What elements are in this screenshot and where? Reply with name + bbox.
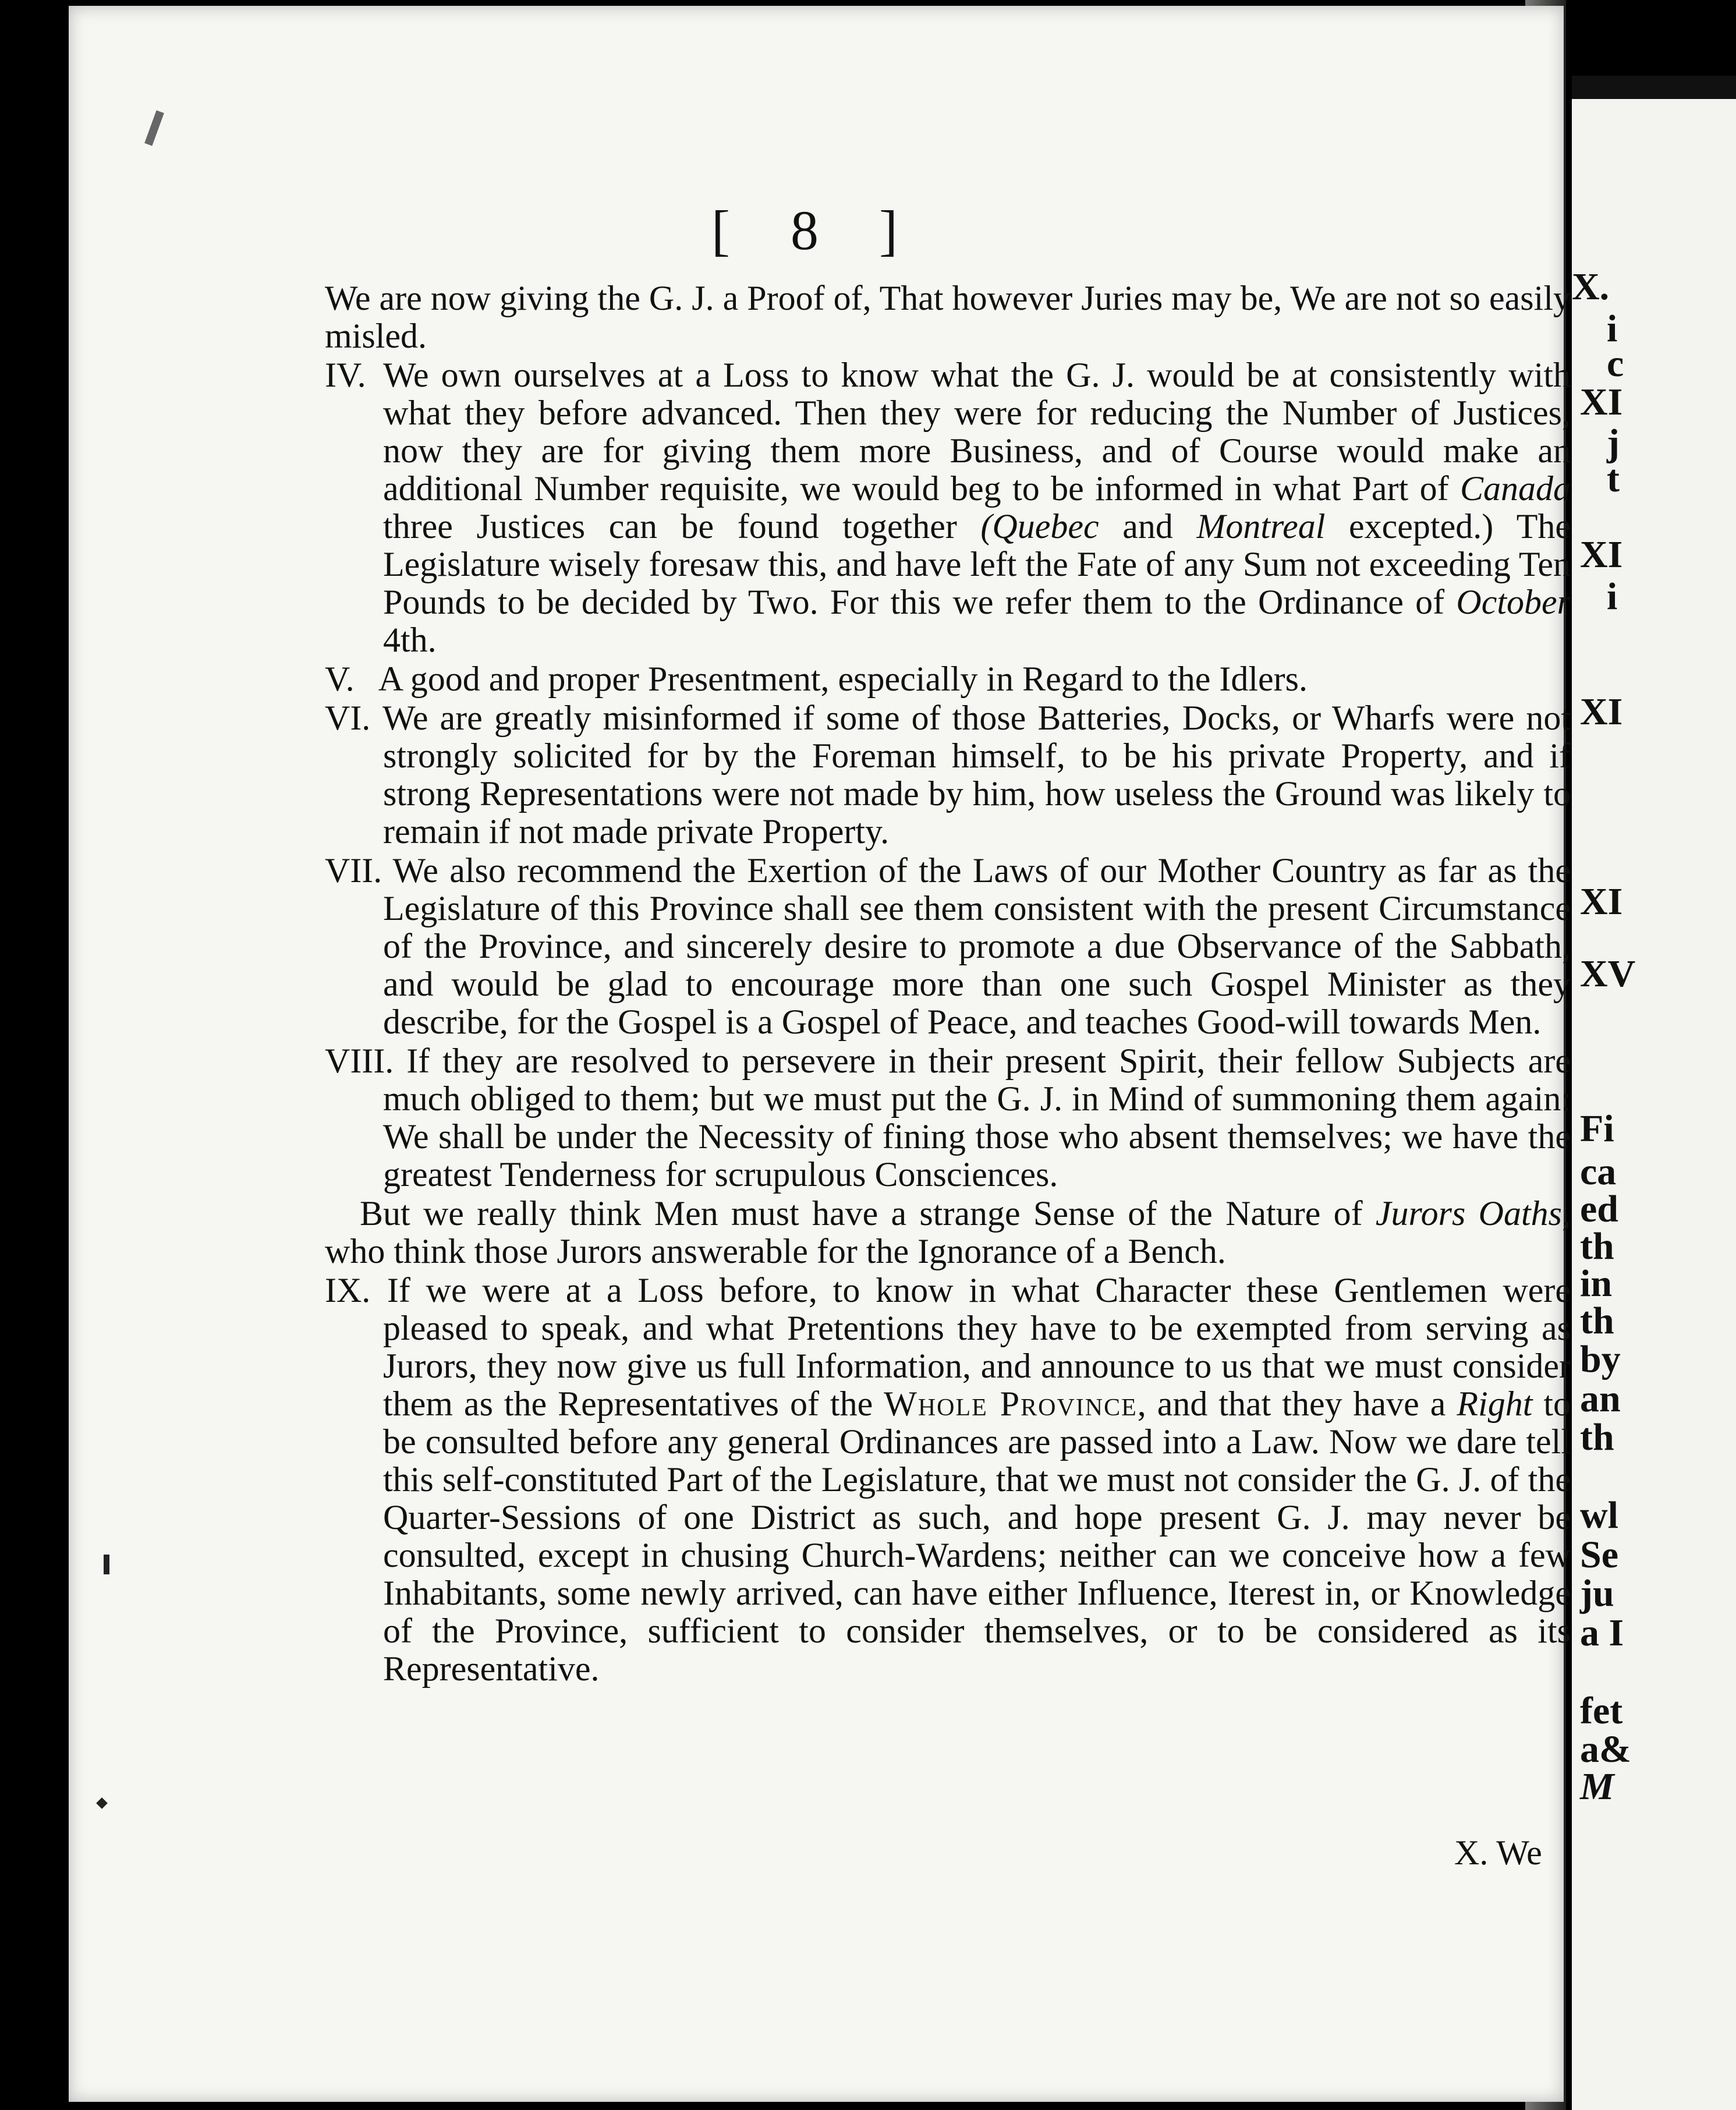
paragraph-item-ix: IX. If we were at a Loss before, to know in what Character these Gentlemen were pleased to speak, and what Pretentions they have to be exempted from serving as Jurors, they now give us full Information, and announce to us that we must consider them as the Representatives of the Whole Province, and that they have a Right to be consulted before any general Ordinances are passed into a Law. Now we dare tell this self-constituted Part of the Legislature, that we must not consider the G. J. of the Quarter-Sessions of one District as such, and hope present G. J. may never be consulted, except in chusing Church-Wardens; neither can we conceive how a few Inhabitants, some newly arrived, can have either Influence, Iterest in, or Knowledge of the Province, sufficient to consider themselves, or to be considered as its Representative.	[325, 1271, 1571, 1688]
facing-text-fragment: th	[1580, 1416, 1614, 1458]
item-numeral: VII.	[325, 851, 382, 890]
facing-text-fragment: i	[1607, 307, 1618, 350]
facing-text-fragment: in	[1580, 1262, 1613, 1305]
facing-text-fragment: X.	[1572, 265, 1610, 308]
paragraph-item-viii: VIII. If they are resolved to persevere in their present Spirit, their fellow Subjects are much obliged to them; but we must put the G. J. in Mind of summoning them again: We shall be under the Necessity of fining those who absent themselves; we have the greatest Tenderness for scrupulous Consciences.	[325, 1042, 1571, 1194]
facing-text-fragment: c	[1607, 342, 1624, 385]
page	[69, 6, 1571, 2102]
paragraph-item-v: V. A good and proper Presentment, especially in Regard to the Idlers.	[325, 660, 1308, 698]
facing-text-fragment: XI	[1580, 691, 1623, 733]
facing-text-fragment: th	[1580, 1225, 1614, 1268]
item-numeral: IV.	[325, 356, 366, 394]
facing-text-fragment: ed	[1580, 1188, 1618, 1230]
facing-text-fragment: i	[1607, 575, 1618, 618]
facing-text-fragment: th	[1580, 1300, 1614, 1342]
page-number: [ 8 ]	[711, 199, 921, 261]
paragraph-item-iv: IV. We own ourselves at a Loss to know what the G. J. would be at consistently with what they before advanced. Then they were for reducing the Number of Justices, now they are for giving them more Business, and of Course would make an additional Number requisite, we would beg to be informed in what Part of Canada three Justices can be found together (Quebec and Montreal excepted.) The Legislature wisely foresaw this, and have left the Fate of any Sum not exceeding Ten Pounds to be decided by Two. For this we refer them to the Ordinance of October 4th.	[325, 356, 1571, 659]
item-numeral: IX.	[325, 1271, 371, 1309]
facing-text-fragment: ju	[1580, 1572, 1614, 1615]
facing-text-fragment: by	[1580, 1338, 1621, 1380]
paragraph-item-vii: VII. We also recommend the Exertion of the Laws of our Mother Country as far as the Legislature of this Province shall see them consistent with the present Circumstance of the Province, and sincerely desire to promote a due Observance of the Sabbath, and would be glad to encourage more than one such Gospel Minister as they describe, for the Gospel is a Gospel of Peace, and teaches Good-will towards Men.	[325, 851, 1571, 1041]
facing-text-fragment: M	[1580, 1765, 1614, 1808]
facing-text-fragment: a&	[1580, 1728, 1631, 1771]
page-smudge	[144, 110, 164, 146]
paragraph-item-vi: VI. We are greatly misinformed if some of those Batteries, Docks, or Wharfs were not strongly solicited for by the Foreman himself, to be his private Property, and if strong Representations were not made by him, how useless the Ground was likely to remain if not made private Property.	[325, 699, 1571, 851]
facing-text-fragment: fet	[1580, 1690, 1623, 1732]
facing-text-fragment: j	[1607, 422, 1620, 464]
page-smudge	[96, 1797, 108, 1809]
page-smudge	[104, 1555, 109, 1574]
text-body	[325, 279, 1571, 1689]
facing-text-fragment: XV	[1580, 953, 1636, 995]
paragraph-continuation: We are now giving the G. J. a Proof of, That however Juries may be, We are not so easily misled.	[325, 279, 1571, 355]
facing-text-fragment: Se	[1580, 1534, 1618, 1576]
facing-text-fragment: a I	[1580, 1612, 1624, 1654]
facing-text-fragment: Fi	[1580, 1107, 1614, 1150]
facing-page-edge	[1572, 76, 1736, 99]
facing-page	[1572, 76, 1736, 2110]
facing-text-fragment: XI	[1580, 381, 1623, 423]
facing-text-fragment: an	[1580, 1378, 1621, 1420]
facing-text-fragment: XI	[1580, 533, 1623, 576]
facing-text-fragment: t	[1607, 458, 1620, 500]
item-numeral: V.	[325, 660, 355, 698]
catchword: X. We	[1454, 1833, 1542, 1872]
facing-text-fragment: wl	[1580, 1494, 1618, 1537]
paragraph-indented: But we really think Men must have a strange Sense of the Nature of Jurors Oaths, who think those Jurors answerable for the Ignorance of a Bench.	[325, 1194, 1571, 1270]
item-numeral: VI.	[325, 699, 371, 737]
item-numeral: VIII.	[325, 1042, 394, 1080]
facing-text-fragment: XI	[1580, 880, 1623, 923]
facing-text-fragment: ca	[1580, 1150, 1617, 1193]
